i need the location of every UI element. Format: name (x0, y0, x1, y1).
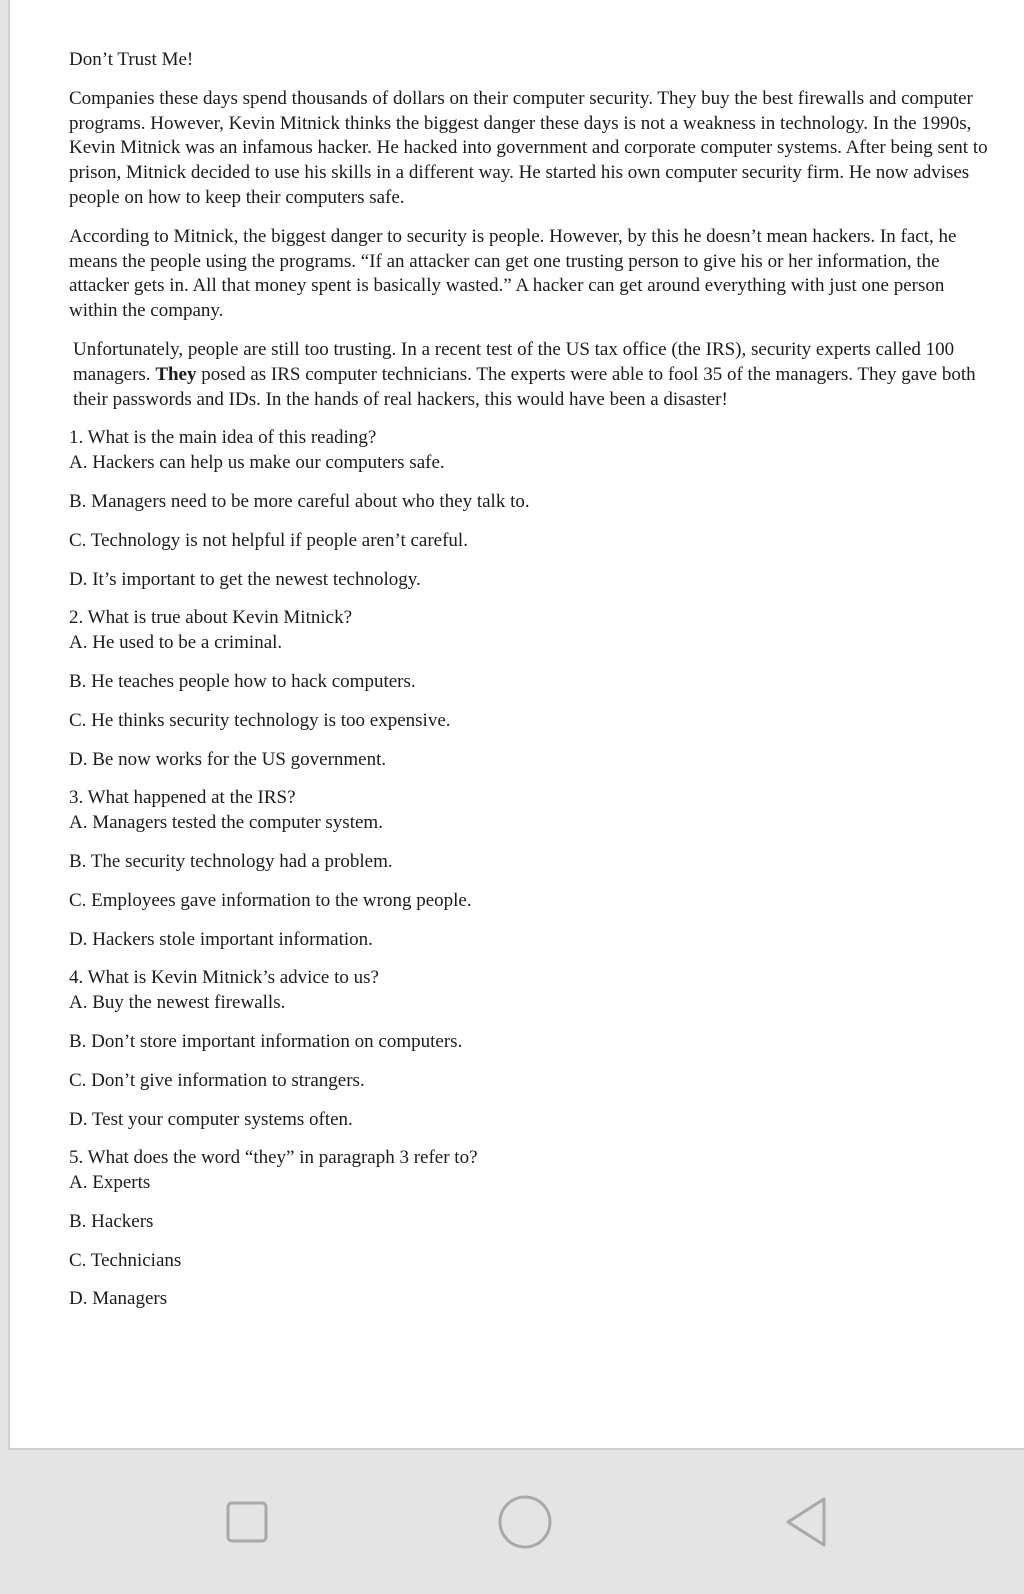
question-block-1 (69, 426, 994, 592)
document-content (69, 48, 994, 1326)
paragraph-3-text-after: posed as IRS computer technicians. The experts were able to fool 35 of the managers. They gave both their passwords and IDs. In the hands of real hackers, this would have been a disaster! (73, 363, 976, 410)
paragraph-2: According to Mitnick, the biggest danger to security is people. However, by this he doesn’t mean hackers. In fact, he means the people using the programs. “If an attacker can get one trusting person to give his or her information, the attacker gets in. All that money spent is basically wasted.” A hacker can get around everything with just one person within the company. (69, 225, 957, 322)
question-1-option-b: B. Managers need to be more careful about who they talk to. (69, 490, 530, 512)
question-5-option-b: B. Hackers (69, 1210, 154, 1232)
question-4-option-c: C. Don’t give information to strangers. (69, 1069, 365, 1091)
triangle-back-icon (782, 1495, 832, 1549)
question-1-option-c: C. Technology is not helpful if people aren’t careful. (69, 529, 468, 551)
question-2-option-d: D. Be now works for the US government. (69, 748, 387, 770)
question-1-option-d: D. It’s important to get the newest technology. (69, 568, 421, 590)
question-4: 4. What is Kevin Mitnick’s advice to us? (69, 967, 379, 989)
question-1: 1. What is the main idea of this reading? (69, 427, 377, 449)
document-title: Don’t Trust Me! (69, 49, 194, 70)
circle-icon (497, 1494, 553, 1550)
back-button[interactable] (772, 1487, 842, 1557)
question-5-option-c: C. Technicians (69, 1249, 182, 1271)
question-block-4 (69, 966, 994, 1132)
question-2-option-c: C. He thinks security technology is too expensive. (69, 709, 451, 731)
question-3-option-c: C. Employees gave information to the wrong people. (69, 889, 472, 911)
paragraph-3 (69, 338, 994, 412)
document-page (8, 0, 1024, 1450)
question-3-option-b: B. The security technology had a problem. (69, 850, 393, 872)
paragraph-1: Companies these days spend thousands of dollars on their computer security. They buy the best firewalls and computer programs. However, Kevin Mitnick thinks the biggest danger these days is not a weakness in technology. In the 1990s, Kevin Mitnick was an infamous hacker. He hacked into government and corporate computer systems. After being sent to prison, Mitnick decided to use his skills in a different way. He started his own computer security firm. He now advises people on how to keep their computers safe. (69, 87, 988, 208)
question-2: 2. What is true about Kevin Mitnick? (69, 607, 353, 629)
question-5-option-d: D. Managers (69, 1288, 168, 1310)
question-block-3 (69, 786, 994, 952)
question-3: 3. What happened at the IRS? (69, 787, 296, 809)
square-icon (225, 1500, 269, 1544)
question-2-option-b: B. He teaches people how to hack computers. (69, 670, 416, 692)
recents-button[interactable] (212, 1487, 282, 1557)
question-3-option-a: A. Managers tested the computer system. (69, 812, 383, 834)
paragraph-3-bold-word: They (155, 363, 197, 385)
question-5: 5. What does the word “they” in paragraph 3 refer to? (69, 1147, 478, 1169)
home-button[interactable] (490, 1487, 560, 1557)
question-4-option-a: A. Buy the newest firewalls. (69, 992, 286, 1014)
question-4-option-b: B. Don’t store important information on computers. (69, 1030, 463, 1052)
question-block-2 (69, 606, 994, 772)
question-4-option-d: D. Test your computer systems often. (69, 1108, 353, 1130)
question-1-option-a: A. Hackers can help us make our computers safe. (69, 452, 445, 474)
question-block-5 (69, 1146, 994, 1312)
question-2-option-a: A. He used to be a criminal. (69, 632, 283, 654)
paragraph-3-text-before: Unfortunately, people are still too trusting. In a recent test of the US tax office (the IRS), security experts called 100 managers. (73, 338, 955, 385)
question-3-option-d: D. Hackers stole important information. (69, 928, 373, 950)
question-5-option-a: A. Experts (69, 1172, 151, 1194)
android-navigation-bar (0, 1450, 1024, 1594)
